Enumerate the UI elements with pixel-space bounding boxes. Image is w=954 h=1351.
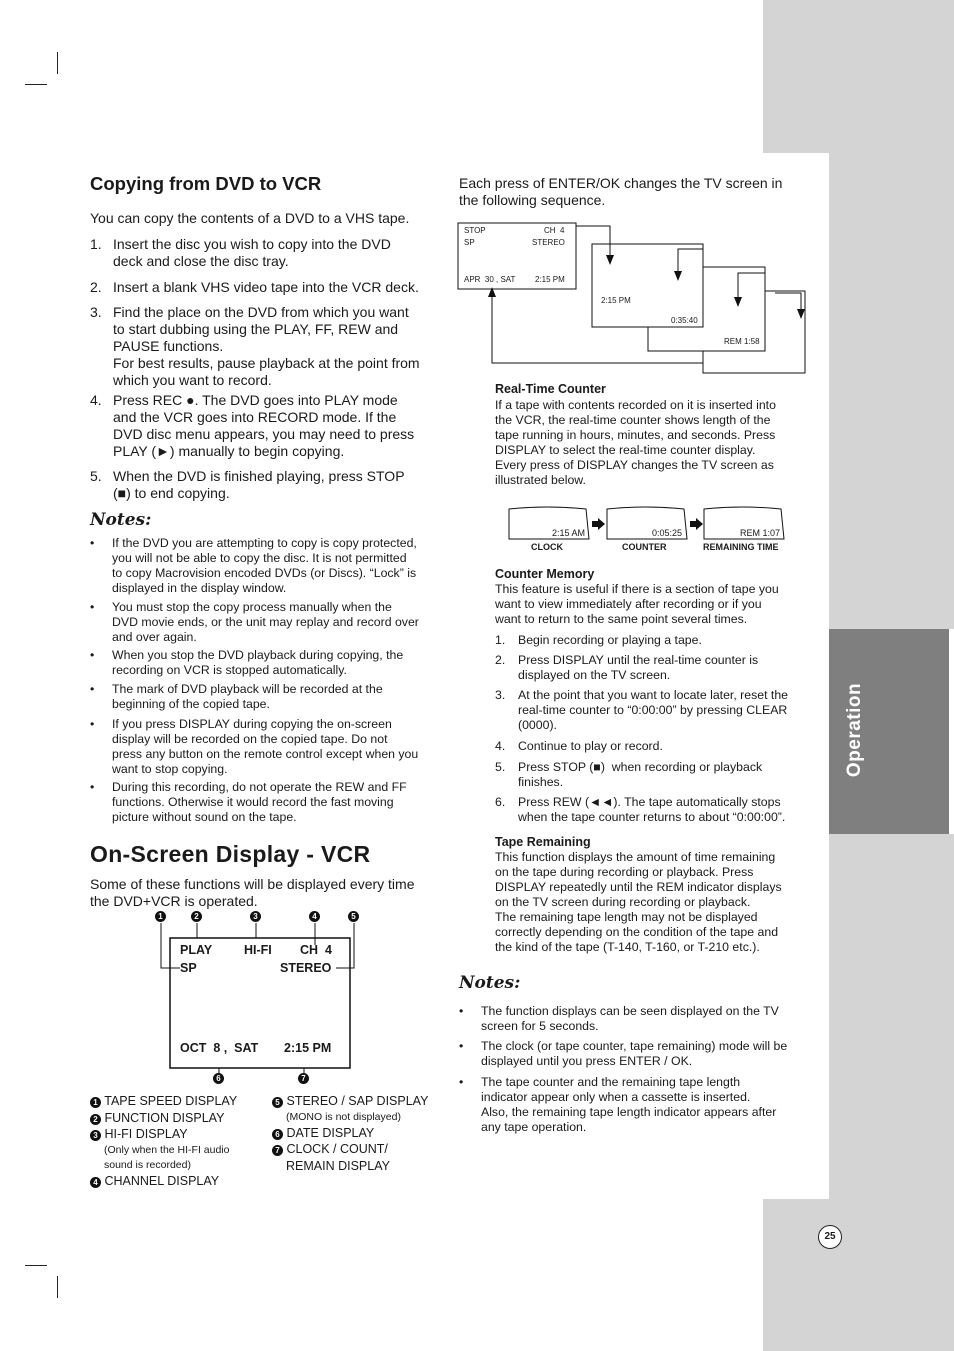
- tv-date: APR 30 , SAT: [464, 275, 516, 284]
- realtime-line: DISPLAY to select the real-time counter display.: [495, 443, 756, 457]
- step-text: PLAY (►) manually to begin copying.: [113, 443, 345, 459]
- realtime-line: illustrated below.: [495, 473, 586, 487]
- memory-line: This feature is useful if there is a section of tape you: [495, 582, 779, 596]
- note-text: recording on VCR is stopped automatically.: [112, 663, 347, 677]
- legend-badge: 3: [90, 1130, 101, 1141]
- counter-value: REM 1:07: [740, 528, 781, 538]
- page-number: 25: [818, 1225, 842, 1249]
- note-text: The function displays can be seen displayed on the TV: [481, 1004, 779, 1018]
- note-text: When you stop the DVD playback during copying, the: [112, 648, 404, 662]
- osd-diagram: [150, 908, 365, 1090]
- legend-text: CHANNEL DISPLAY: [104, 1173, 220, 1188]
- note-text: You must stop the copy process manually when the: [112, 600, 392, 614]
- note-text: picture without sound on the tape.: [112, 810, 297, 824]
- section-title: Copying from DVD to VCR: [90, 173, 322, 194]
- realtime-line: the VCR, the real-time counter shows length of the: [495, 413, 771, 427]
- callout-badge: 4: [309, 911, 320, 922]
- note-text: The mark of DVD playback will be recorded at the: [112, 682, 383, 696]
- step-number: 1.: [495, 633, 506, 647]
- legend-subtext: (MONO is not displayed): [286, 1110, 401, 1123]
- step-number: 3.: [495, 688, 506, 702]
- remaining-line: on the tape during recording or playback. Press: [495, 865, 754, 879]
- memory-line: want to return to the same point several times.: [495, 612, 748, 626]
- step-number: 2.: [495, 653, 506, 667]
- callout-badge: 3: [250, 911, 261, 922]
- memory-text: [495, 582, 805, 627]
- sidebar-panel-lower: [829, 834, 954, 1199]
- step-text: Insert the disc you wish to copy into the DVD: [113, 236, 391, 252]
- step-text: At the point that you want to locate later, reset the: [518, 688, 789, 702]
- tv-stereo: STEREO: [532, 238, 565, 247]
- legend-text: TAPE SPEED DISPLAY: [104, 1094, 238, 1108]
- counter-value: 2:15 AM: [552, 528, 586, 538]
- tv-time: 2:15 PM: [535, 275, 565, 284]
- legend-left: [90, 1093, 265, 1189]
- note-text: The tape counter and the remaining tape length: [481, 1075, 741, 1089]
- step-text: to start dubbing using the PLAY, FF, REW and: [113, 321, 399, 337]
- osd-time: 2:15 PM: [284, 1041, 332, 1055]
- note-text: any tape operation.: [481, 1120, 587, 1134]
- tv-channel: CH 4: [544, 226, 565, 235]
- crop-mark: [25, 84, 47, 85]
- note-text: beginning of the copied tape.: [112, 697, 270, 711]
- remaining-line: the kind of the tape (T-140, T-160, or T-210 etc.).: [495, 940, 760, 954]
- note-text: If the DVD you are attempting to copy is copy protected,: [112, 536, 417, 550]
- remaining-line: DISPLAY repeatedly until the REM indicator displays: [495, 880, 782, 894]
- callout-badge: 2: [191, 911, 202, 922]
- note-text: you will not be able to copy the disc. It is not permitted: [112, 551, 407, 565]
- note-text: displayed in the display window.: [112, 581, 287, 595]
- crop-mark: [57, 52, 58, 74]
- osd-title: On-Screen Display - VCR: [90, 841, 371, 867]
- remaining-line: on the TV screen during recording or playback.: [495, 895, 751, 909]
- step-text: Press REC ●. The DVD goes into PLAY mode: [113, 392, 398, 408]
- arrow-icon: [592, 518, 605, 530]
- legend-text: REMAIN DISPLAY: [286, 1158, 390, 1173]
- remaining-line: This function displays the amount of time remaining: [495, 850, 776, 864]
- sequence-intro-line: the following sequence.: [459, 192, 606, 208]
- step-text: deck and close the disc tray.: [113, 253, 289, 269]
- step-text: which you want to record.: [113, 372, 272, 388]
- note-text: functions. Otherwise it would record the fast moving: [112, 795, 394, 809]
- legend-text: STEREO / SAP DISPLAY: [286, 1094, 429, 1108]
- intro-text: You can copy the contents of a DVD to a VHS tape.: [90, 210, 410, 226]
- step-number: 2.: [90, 279, 102, 295]
- remaining-line: correctly depending on the condition of the tape and: [495, 925, 779, 939]
- step-text: (0000).: [518, 718, 557, 732]
- callout-badge: 6: [213, 1073, 224, 1084]
- callout-badge: 7: [298, 1073, 309, 1084]
- legend-text: HI-FI DISPLAY: [104, 1127, 188, 1141]
- step-number: 4.: [90, 392, 102, 408]
- remaining-text: [495, 850, 805, 955]
- note-text: During this recording, do not operate the REW and FF: [112, 780, 407, 794]
- legend-text: DATE DISPLAY: [286, 1125, 375, 1140]
- legend-badge: 5: [272, 1097, 283, 1108]
- sequence-diagram: [455, 215, 813, 377]
- step-text: DVD disc menu appears, you may need to press: [113, 426, 415, 442]
- note-text: displayed until you press ENTER / OK.: [481, 1054, 693, 1068]
- osd-intro-line: Some of these functions will be displayed every time: [90, 876, 415, 892]
- crop-mark: [25, 1265, 47, 1266]
- step-text: when the tape counter returns to about “0:00:00”.: [518, 810, 786, 824]
- osd-intro-line: the DVD+VCR is operated.: [90, 893, 258, 909]
- osd-hifi: HI-FI: [244, 943, 272, 957]
- tv-clock: 2:15 PM: [601, 296, 631, 305]
- note-text: The clock (or tape counter, tape remaining) mode will be: [481, 1039, 788, 1053]
- step-text: (■) to end copying.: [113, 485, 230, 501]
- realtime-line: tape running in hours, minutes, and seconds. Press: [495, 428, 776, 442]
- note-text: and over again.: [112, 630, 197, 644]
- note-text: press any button on the remote control except when you: [112, 747, 419, 761]
- step-text: PAUSE functions.: [113, 338, 224, 354]
- step-text: Continue to play or record.: [518, 739, 663, 753]
- tv-speed: SP: [464, 238, 475, 247]
- arrow-icon: [690, 518, 703, 530]
- realtime-text: [495, 398, 805, 488]
- note-text: screen for 5 seconds.: [481, 1019, 599, 1033]
- step-number: 5.: [495, 760, 506, 774]
- step-text: Press STOP (■) when recording or playback: [518, 760, 763, 774]
- callout-line-5: [336, 923, 354, 968]
- step-text: For best results, pause playback at the point from: [113, 355, 420, 371]
- note-text: If you press DISPLAY during copying the on-screen: [112, 717, 392, 731]
- note-text: want to stop copying.: [112, 762, 228, 776]
- legend-badge: 6: [272, 1129, 283, 1140]
- sequence-intro: [459, 175, 782, 209]
- legend-right: [272, 1093, 447, 1174]
- legend-badge: 7: [272, 1145, 283, 1156]
- note-text: display will be recorded on the copied tape. Do not: [112, 732, 388, 746]
- legend-subtext: (Only when the HI-FI audio: [104, 1143, 230, 1156]
- legend-text: FUNCTION DISPLAY: [104, 1110, 225, 1125]
- osd-tape-speed: SP: [180, 961, 197, 975]
- notes-heading: Notes:: [459, 973, 521, 993]
- osd-stereo: STEREO: [280, 961, 332, 975]
- osd-channel: CH 4: [300, 943, 332, 957]
- osd-function: PLAY: [180, 943, 213, 957]
- counter-value: 0:05:25: [652, 528, 683, 538]
- memory-heading: Counter Memory: [495, 567, 595, 581]
- note-text: to copy Macrovision encoded DVDs (or Discs). “Lock” is: [112, 566, 417, 580]
- step-text: When the DVD is finished playing, press STOP: [113, 468, 405, 484]
- note-text: Also, the remaining tape length indicator appears after: [481, 1105, 777, 1119]
- notes-heading: Notes:: [90, 510, 152, 530]
- osd-date: OCT 8 , SAT: [180, 1041, 259, 1055]
- step-text: Press REW (◄◄). The tape automatically stops: [518, 795, 781, 809]
- osd-intro: [90, 876, 415, 910]
- callout-badge: 1: [155, 911, 166, 922]
- realtime-line: If a tape with contents recorded on it is inserted into: [495, 398, 776, 412]
- realtime-line: Every press of DISPLAY changes the TV screen as: [495, 458, 774, 472]
- step-text: Press DISPLAY until the real-time counter is: [518, 653, 759, 667]
- legend-badge: 2: [90, 1114, 101, 1125]
- callout-badge: 5: [348, 911, 359, 922]
- tv-stop: STOP: [464, 226, 486, 235]
- step-number: 4.: [495, 739, 506, 753]
- sidebar-panel-bottom: [763, 1199, 954, 1351]
- note-text: DVD movie ends, or the unit may replay and record over: [112, 615, 419, 629]
- realtime-heading: Real-Time Counter: [495, 382, 606, 396]
- step-text: displayed on the TV screen.: [518, 668, 671, 682]
- step-text: and the VCR goes into RECORD mode. If the: [113, 409, 397, 425]
- step-text: Find the place on the DVD from which you want: [113, 304, 409, 320]
- step-text: finishes.: [518, 775, 564, 789]
- crop-mark: [57, 1276, 58, 1298]
- memory-line: want to view immediately after recording or if you: [495, 597, 762, 611]
- step-number: 3.: [90, 304, 102, 320]
- legend-badge: 4: [90, 1177, 101, 1188]
- step-text: Insert a blank VHS video tape into the VCR deck.: [113, 279, 419, 295]
- step-number: 5.: [90, 468, 102, 484]
- counter-label: COUNTER: [622, 542, 667, 552]
- note-text: indicator appear only when a cassette is inserted.: [481, 1090, 751, 1104]
- section-tab-label: Operation: [844, 682, 865, 778]
- sidebar-panel-top: [763, 0, 954, 153]
- remaining-line: The remaining tape length may not be displayed: [495, 910, 758, 924]
- counter-label: CLOCK: [531, 542, 563, 552]
- sidebar-panel: [829, 153, 954, 629]
- tv-remaining: REM 1:58: [724, 337, 760, 346]
- step-number: 6.: [495, 795, 506, 809]
- step-text: Begin recording or playing a tape.: [518, 633, 702, 647]
- sequence-intro-line: Each press of ENTER/OK changes the TV screen in: [459, 175, 783, 191]
- legend-badge: 1: [90, 1097, 101, 1108]
- legend-subtext: sound is recorded): [104, 1158, 191, 1171]
- tv-counter: 0:35:40: [671, 316, 698, 325]
- remaining-heading: Tape Remaining: [495, 835, 591, 849]
- counter-label: REMAINING TIME: [703, 542, 779, 552]
- step-number: 1.: [90, 236, 102, 252]
- legend-text: CLOCK / COUNT/: [286, 1142, 388, 1156]
- step-text: real-time counter to “0:00:00” by pressing CLEAR: [518, 703, 788, 717]
